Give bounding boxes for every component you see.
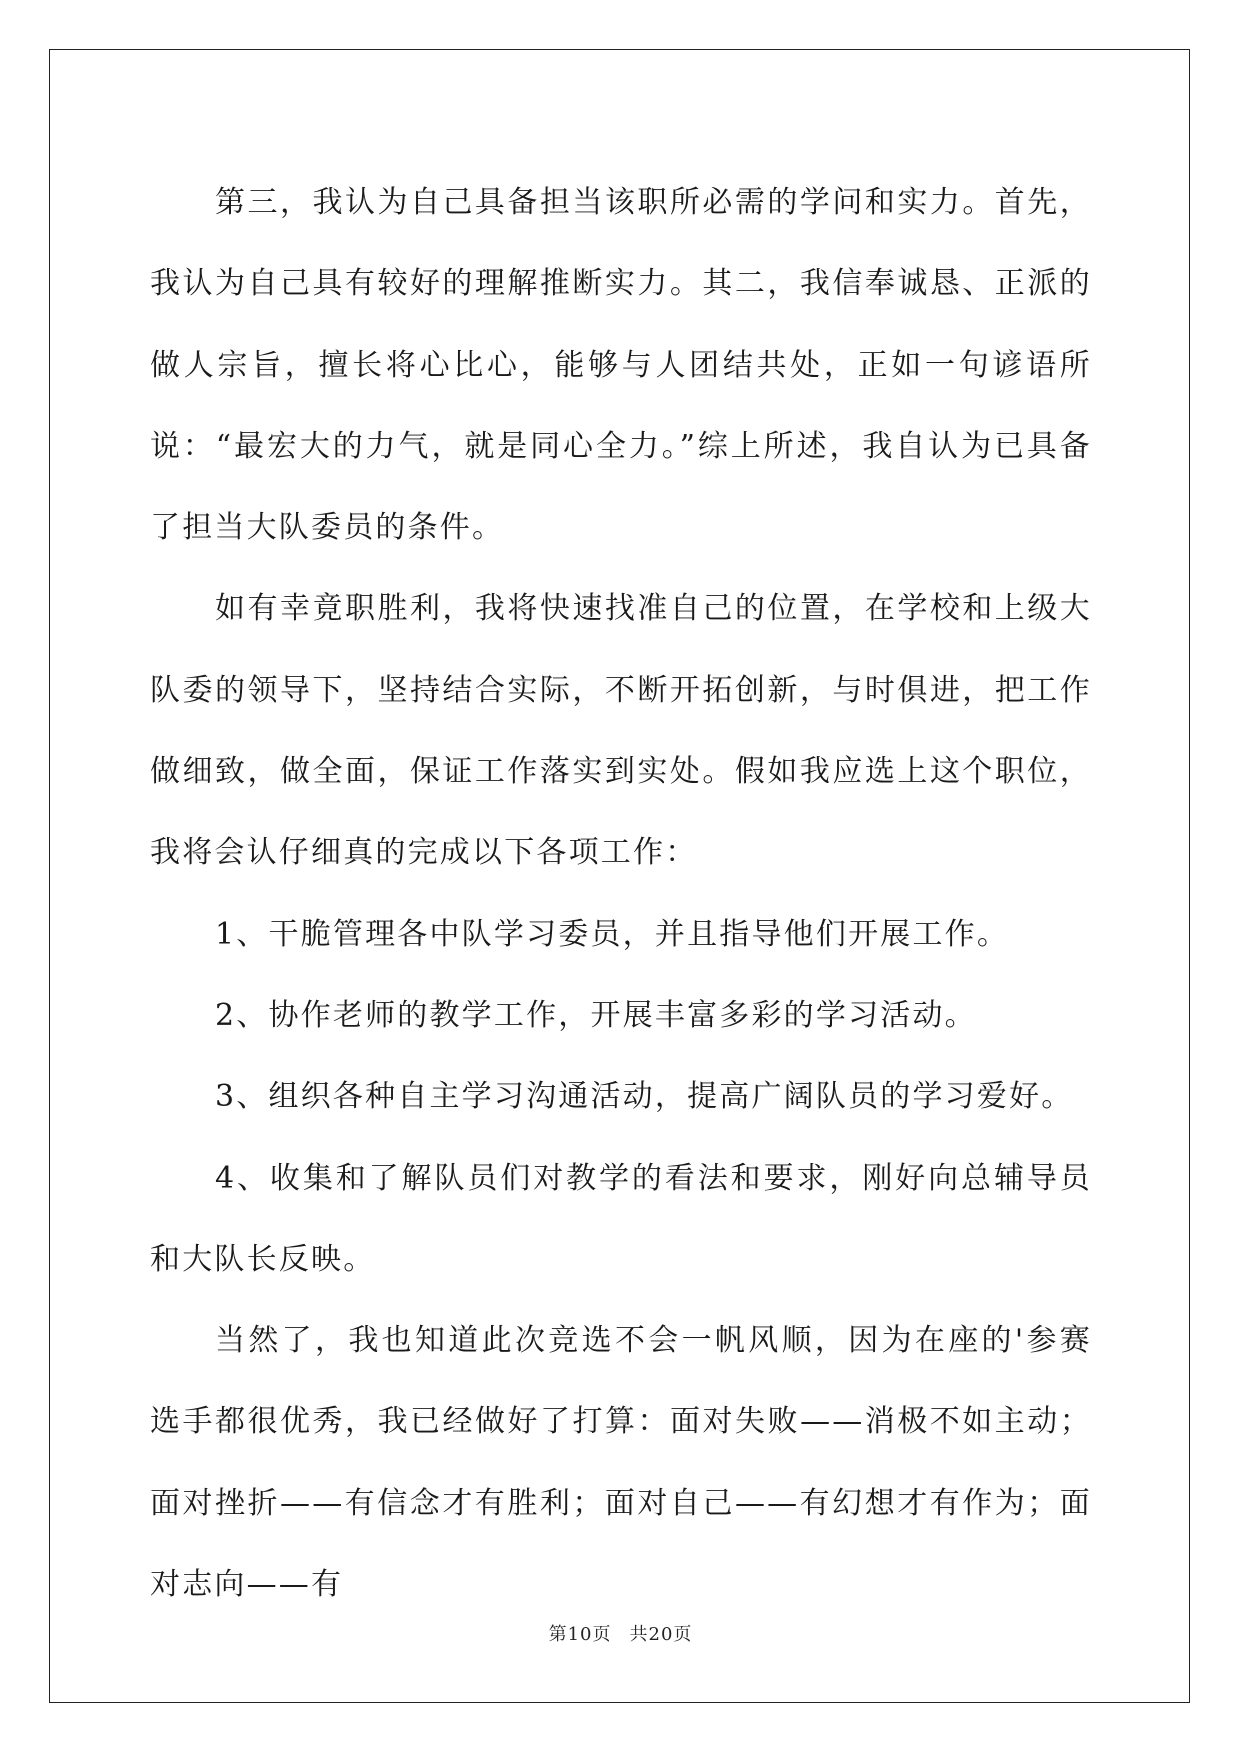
page-number-current: 第10页 [548,1624,612,1645]
list-item-2: 2、协作老师的教学工作，开展丰富多彩的学习活动。 [215,997,977,1033]
list-item-4: 4、收集和了解队员们对教学的看法和要求，刚好向总辅导员和大队长反映。 [150,1160,1092,1277]
paragraph-attitude: 当然了，我也知道此次竞选不会一帆风顺，因为在座的'参赛选手都很优秀，我已经做好了打算：面对失败——消极不如主动；面对挫折——有信念才有胜利；面对自己——有幻想才有作为；面对志向——有 [150,1323,1092,1603]
document-body [150,162,1092,1625]
list-item-1: 1、干脆管理各中队学习委员，并且指导他们开展工作。 [215,916,1010,952]
page-number-total: 共20页 [629,1624,693,1645]
paragraph-commitment: 如有幸竟职胜利，我将快速找准自己的位置，在学校和上级大队委的领导下，坚持结合实际，不断开拓创新，与时俱进，把工作做细致，做全面，保证工作落实到实处。假如我应选上这个职位，我将会认仔细真的完成以下各项工作： [150,591,1092,871]
list-item-3: 3、组织各种自主学习沟通活动，提高广阔队员的学习爱好。 [215,1079,1074,1115]
page-footer [0,1620,1241,1646]
paragraph-qualifications: 第三，我认为自己具备担当该职所必需的学问和实力。首先，我认为自己具有较好的理解推断实力。其二，我信奉诚恳、正派的做人宗旨，擅长将心比心，能够与人团结共处，正如一句谚语所说：“最宏大的力气，就是同心全力。”综上所述，我自认为已具备了担当大队委员的条件。 [150,185,1092,546]
